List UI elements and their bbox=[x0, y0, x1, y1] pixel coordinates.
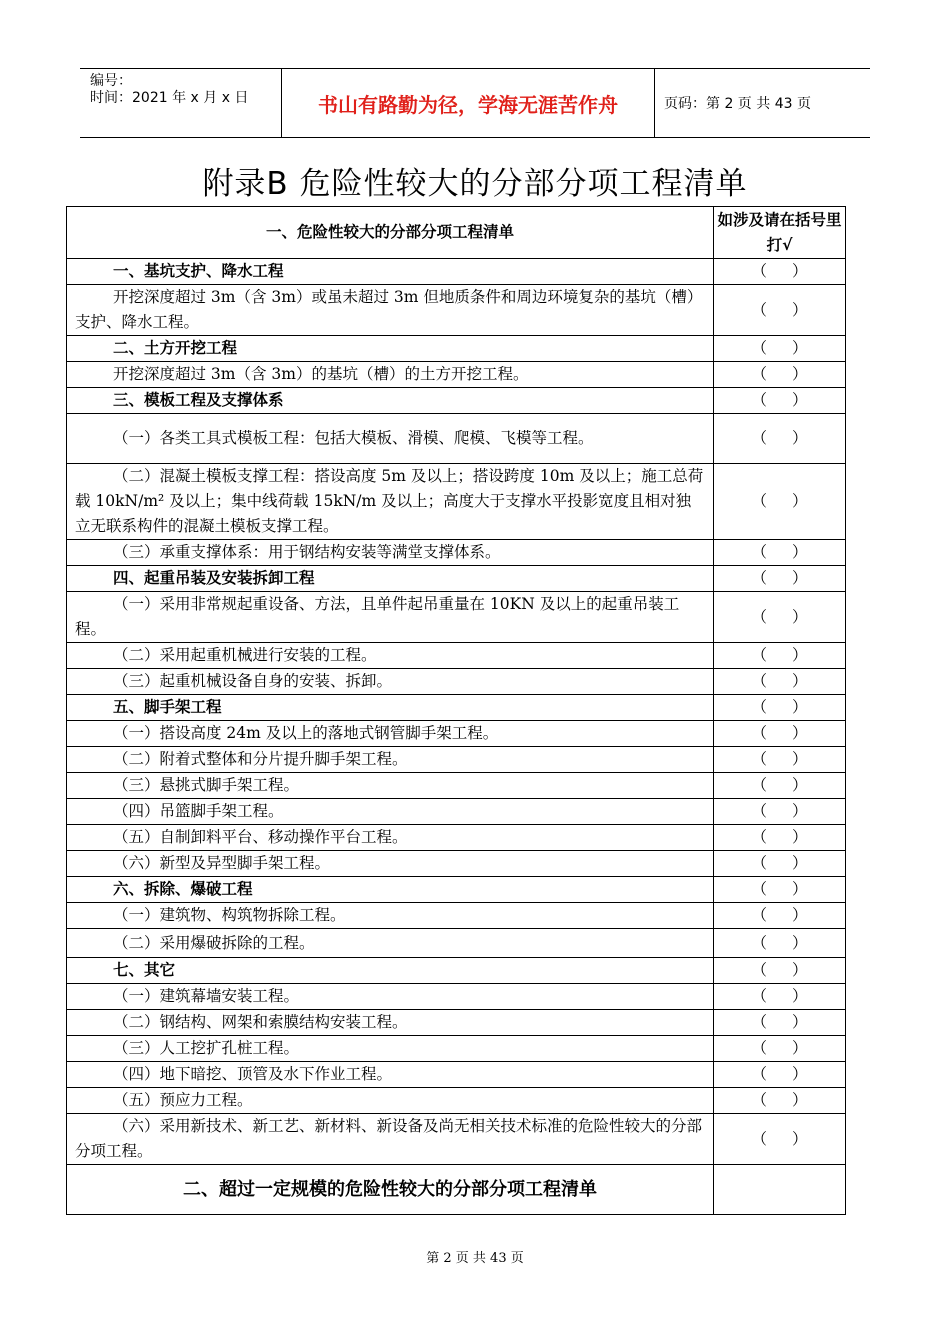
check-bracket[interactable]: （ ） bbox=[714, 336, 846, 362]
check-bracket[interactable]: （ ） bbox=[714, 851, 846, 877]
check-bracket[interactable]: （ ） bbox=[714, 566, 846, 592]
table-row bbox=[67, 773, 846, 799]
item-text: （二）采用起重机械进行安装的工程。 bbox=[67, 643, 714, 669]
table-row bbox=[67, 1114, 846, 1165]
item-text: （三）承重支撑体系：用于钢结构安装等满堂支撑体系。 bbox=[67, 540, 714, 566]
section-heading: 五、脚手架工程 bbox=[67, 695, 714, 721]
check-bracket[interactable]: （ ） bbox=[714, 984, 846, 1010]
item-text: （三）悬挑式脚手架工程。 bbox=[67, 773, 714, 799]
item-text: （二）混凝土模板支撑工程：搭设高度 5m 及以上；搭设跨度 10m 及以上；施工总荷载 10kN/m² 及以上；集中线荷载 15kN/m 及以上；高度大于支撑水平投影宽度且相对独立无联系构件的混凝土模板支撑工程。 bbox=[67, 464, 714, 540]
page-title: 附录B 危险性较大的分部分项工程清单 bbox=[202, 166, 748, 202]
table-section-two-header: 二、超过一定规模的危险性较大的分部分项工程清单 bbox=[67, 1165, 714, 1215]
table-row bbox=[67, 362, 846, 388]
table-footer-row bbox=[67, 1165, 846, 1215]
check-bracket[interactable]: （ ） bbox=[714, 285, 846, 336]
table-row bbox=[67, 464, 846, 540]
table-row bbox=[67, 825, 846, 851]
section-heading: 七、其它 bbox=[67, 958, 714, 984]
table-row bbox=[67, 643, 846, 669]
empty-cell bbox=[714, 1165, 846, 1215]
section-heading: 六、拆除、爆破工程 bbox=[67, 877, 714, 903]
item-text: （五）自制卸料平台、移动操作平台工程。 bbox=[67, 825, 714, 851]
table-row bbox=[67, 747, 846, 773]
section-heading: 二、土方开挖工程 bbox=[67, 336, 714, 362]
item-text: 开挖深度超过 3m（含 3m）或虽未超过 3m 但地质条件和周边环境复杂的基坑（槽）支护、降水工程。 bbox=[67, 285, 714, 336]
check-bracket[interactable]: （ ） bbox=[714, 669, 846, 695]
table-row bbox=[67, 669, 846, 695]
check-bracket[interactable]: （ ） bbox=[714, 929, 846, 958]
item-text: （三）起重机械设备自身的安装、拆卸。 bbox=[67, 669, 714, 695]
item-text: （一）建筑物、构筑物拆除工程。 bbox=[67, 903, 714, 929]
check-bracket[interactable]: （ ） bbox=[714, 747, 846, 773]
check-bracket[interactable]: （ ） bbox=[714, 464, 846, 540]
table-header-main: 一、危险性较大的分部分项工程清单 bbox=[67, 207, 714, 259]
item-text: （一）采用非常规起重设备、方法，且单件起吊重量在 10KN 及以上的起重吊装工程。 bbox=[67, 592, 714, 643]
table-row bbox=[67, 984, 846, 1010]
check-bracket[interactable]: （ ） bbox=[714, 799, 846, 825]
table-header-row bbox=[67, 207, 846, 259]
table-header-mark: 如涉及请在括号里打√ bbox=[714, 207, 846, 259]
page-header bbox=[80, 68, 870, 138]
section-heading: 三、模板工程及支撑体系 bbox=[67, 388, 714, 414]
check-bracket[interactable]: （ ） bbox=[714, 721, 846, 747]
check-bracket[interactable]: （ ） bbox=[714, 414, 846, 464]
item-text: （一）搭设高度 24m 及以上的落地式钢管脚手架工程。 bbox=[67, 721, 714, 747]
check-bracket[interactable]: （ ） bbox=[714, 773, 846, 799]
section-heading: 四、起重吊装及安装拆卸工程 bbox=[67, 566, 714, 592]
table-row bbox=[67, 592, 846, 643]
check-bracket[interactable]: （ ） bbox=[714, 592, 846, 643]
item-text: （四）地下暗挖、顶管及水下作业工程。 bbox=[67, 1062, 714, 1088]
check-bracket[interactable]: （ ） bbox=[714, 958, 846, 984]
project-list-table bbox=[66, 206, 846, 1215]
check-bracket[interactable]: （ ） bbox=[714, 825, 846, 851]
table-row bbox=[67, 1062, 846, 1088]
table-row bbox=[67, 1088, 846, 1114]
header-meta bbox=[80, 69, 282, 137]
table-row bbox=[67, 695, 846, 721]
number-label: 编号： bbox=[90, 73, 132, 89]
item-text: （一）建筑幕墙安装工程。 bbox=[67, 984, 714, 1010]
section-heading: 一、基坑支护、降水工程 bbox=[67, 259, 714, 285]
check-bracket[interactable]: （ ） bbox=[714, 259, 846, 285]
check-bracket[interactable]: （ ） bbox=[714, 1010, 846, 1036]
page-footer: 第 2 页 共 43 页 bbox=[426, 1251, 524, 1266]
table-row bbox=[67, 958, 846, 984]
table-row bbox=[67, 903, 846, 929]
check-bracket[interactable]: （ ） bbox=[714, 903, 846, 929]
table-row bbox=[67, 566, 846, 592]
item-text: （一）各类工具式模板工程：包括大模板、滑模、爬模、飞模等工程。 bbox=[67, 414, 714, 464]
table-row bbox=[67, 799, 846, 825]
check-bracket[interactable]: （ ） bbox=[714, 362, 846, 388]
item-text: （二）钢结构、网架和索膜结构安装工程。 bbox=[67, 1010, 714, 1036]
check-bracket[interactable]: （ ） bbox=[714, 388, 846, 414]
table-row bbox=[67, 540, 846, 566]
table-row bbox=[67, 259, 846, 285]
check-bracket[interactable]: （ ） bbox=[714, 695, 846, 721]
table-row bbox=[67, 1010, 846, 1036]
check-bracket[interactable]: （ ） bbox=[714, 540, 846, 566]
table-row bbox=[67, 721, 846, 747]
check-bracket[interactable]: （ ） bbox=[714, 1088, 846, 1114]
table-row bbox=[67, 929, 846, 958]
item-text: （五）预应力工程。 bbox=[67, 1088, 714, 1114]
check-bracket[interactable]: （ ） bbox=[714, 1114, 846, 1165]
check-bracket[interactable]: （ ） bbox=[714, 1062, 846, 1088]
table-row bbox=[67, 414, 846, 464]
item-text: （四）吊篮脚手架工程。 bbox=[67, 799, 714, 825]
table-row bbox=[67, 877, 846, 903]
header-motto: 书山有路勤为径，学海无涯苦作舟 bbox=[282, 69, 655, 137]
time-label: 时间：2021 年 x 月 x 日 bbox=[90, 90, 249, 106]
item-text: （六）新型及异型脚手架工程。 bbox=[67, 851, 714, 877]
item-text: （二）附着式整体和分片提升脚手架工程。 bbox=[67, 747, 714, 773]
check-bracket[interactable]: （ ） bbox=[714, 1036, 846, 1062]
table-row bbox=[67, 388, 846, 414]
check-bracket[interactable]: （ ） bbox=[714, 877, 846, 903]
check-bracket[interactable]: （ ） bbox=[714, 643, 846, 669]
item-text: （六）采用新技术、新工艺、新材料、新设备及尚无相关技术标准的危险性较大的分部分项工程。 bbox=[67, 1114, 714, 1165]
table-row bbox=[67, 1036, 846, 1062]
table-row bbox=[67, 336, 846, 362]
header-page-info: 页码：第 2 页 共 43 页 bbox=[664, 96, 811, 112]
item-text: （三）人工挖扩孔桩工程。 bbox=[67, 1036, 714, 1062]
table-row bbox=[67, 851, 846, 877]
item-text: （二）采用爆破拆除的工程。 bbox=[67, 929, 714, 958]
table-row bbox=[67, 285, 846, 336]
item-text: 开挖深度超过 3m（含 3m）的基坑（槽）的土方开挖工程。 bbox=[67, 362, 714, 388]
